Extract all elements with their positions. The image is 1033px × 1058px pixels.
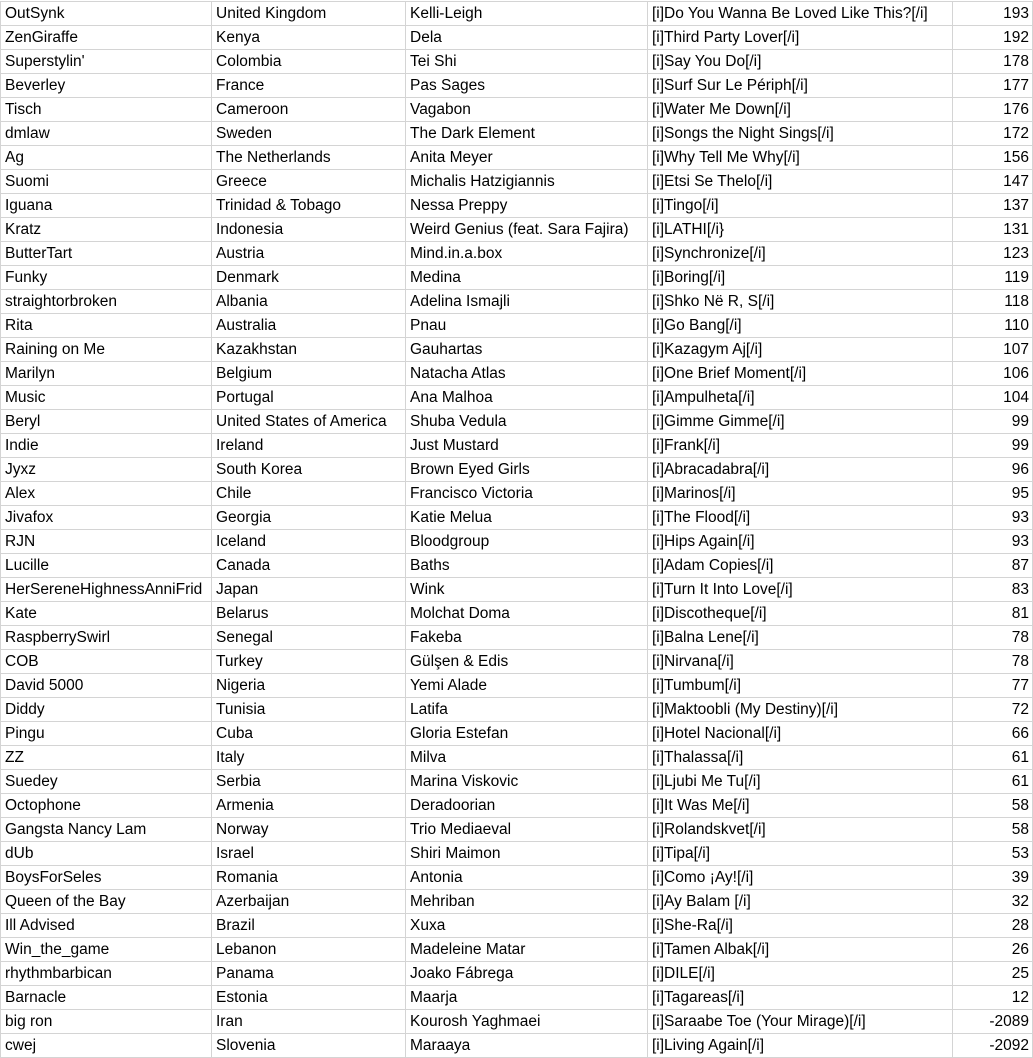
- cell-score[interactable]: 177: [953, 74, 1033, 98]
- cell-artist[interactable]: Ana Malhoa: [406, 386, 648, 410]
- cell-song[interactable]: [i]Hips Again[/i]: [648, 530, 953, 554]
- cell-artist[interactable]: Gauhartas: [406, 338, 648, 362]
- cell-song[interactable]: [i]Tamen Albak[/i]: [648, 938, 953, 962]
- table-row: [1, 602, 1033, 626]
- cell-user[interactable]: cwej: [1, 1034, 212, 1058]
- cell-song[interactable]: [i]Discotheque[/i]: [648, 602, 953, 626]
- cell-artist[interactable]: Anita Meyer: [406, 146, 648, 170]
- cell-artist[interactable]: Adelina Ismajli: [406, 290, 648, 314]
- table-row: [1, 122, 1033, 146]
- cell-country[interactable]: Belgium: [212, 362, 406, 386]
- table-row: [1, 1034, 1033, 1058]
- cell-user[interactable]: Jyxz: [1, 458, 212, 482]
- cell-artist[interactable]: Pas Sages: [406, 74, 648, 98]
- cell-artist[interactable]: Marina Viskovic: [406, 770, 648, 794]
- cell-country[interactable]: Trinidad & Tobago: [212, 194, 406, 218]
- cell-score[interactable]: 107: [953, 338, 1033, 362]
- cell-artist[interactable]: Vagabon: [406, 98, 648, 122]
- cell-country[interactable]: Cuba: [212, 722, 406, 746]
- cell-score[interactable]: 95: [953, 482, 1033, 506]
- cell-user[interactable]: dmlaw: [1, 122, 212, 146]
- cell-user[interactable]: ButterTart: [1, 242, 212, 266]
- cell-user[interactable]: Ag: [1, 146, 212, 170]
- cell-song[interactable]: [i]Tumbum[/i]: [648, 674, 953, 698]
- cell-score[interactable]: 156: [953, 146, 1033, 170]
- cell-country[interactable]: Nigeria: [212, 674, 406, 698]
- cell-score[interactable]: 83: [953, 578, 1033, 602]
- table-row: [1, 890, 1033, 914]
- cell-artist[interactable]: Medina: [406, 266, 648, 290]
- cell-song[interactable]: [i]Saraabe Toe (Your Mirage)[/i]: [648, 1010, 953, 1034]
- cell-user[interactable]: rhythmbarbican: [1, 962, 212, 986]
- cell-song[interactable]: [i]Gimme Gimme[/i]: [648, 410, 953, 434]
- cell-song[interactable]: [i]Hotel Nacional[/i]: [648, 722, 953, 746]
- cell-user[interactable]: HerSereneHighnessAnniFrid: [1, 578, 212, 602]
- cell-score[interactable]: -2092: [953, 1034, 1033, 1058]
- cell-user[interactable]: Gangsta Nancy Lam: [1, 818, 212, 842]
- cell-score[interactable]: 53: [953, 842, 1033, 866]
- cell-artist[interactable]: Katie Melua: [406, 506, 648, 530]
- cell-score[interactable]: 32: [953, 890, 1033, 914]
- cell-user[interactable]: Suomi: [1, 170, 212, 194]
- cell-score[interactable]: 58: [953, 818, 1033, 842]
- spreadsheet-grid: [0, 1, 1033, 1058]
- table-row: [1, 650, 1033, 674]
- cell-user[interactable]: RJN: [1, 530, 212, 554]
- cell-country[interactable]: Armenia: [212, 794, 406, 818]
- table-row: [1, 482, 1033, 506]
- cell-song[interactable]: [i]Como ¡Ay![/i]: [648, 866, 953, 890]
- cell-score[interactable]: 193: [953, 2, 1033, 26]
- cell-user[interactable]: ZZ: [1, 746, 212, 770]
- cell-artist[interactable]: Baths: [406, 554, 648, 578]
- cell-user[interactable]: straightorbroken: [1, 290, 212, 314]
- cell-user[interactable]: Kratz: [1, 218, 212, 242]
- cell-score[interactable]: 123: [953, 242, 1033, 266]
- cell-song[interactable]: [i]Balna Lene[/i]: [648, 626, 953, 650]
- cell-score[interactable]: 61: [953, 746, 1033, 770]
- cell-score[interactable]: 93: [953, 530, 1033, 554]
- cell-score[interactable]: 66: [953, 722, 1033, 746]
- cell-artist[interactable]: Gloria Estefan: [406, 722, 648, 746]
- table-row: [1, 314, 1033, 338]
- cell-country[interactable]: France: [212, 74, 406, 98]
- cell-artist[interactable]: Yemi Alade: [406, 674, 648, 698]
- cell-country[interactable]: Albania: [212, 290, 406, 314]
- cell-user[interactable]: Tisch: [1, 98, 212, 122]
- table-row: [1, 770, 1033, 794]
- cell-artist[interactable]: Bloodgroup: [406, 530, 648, 554]
- cell-user[interactable]: Raining on Me: [1, 338, 212, 362]
- table-row: [1, 842, 1033, 866]
- cell-artist[interactable]: The Dark Element: [406, 122, 648, 146]
- table-row: [1, 722, 1033, 746]
- cell-song[interactable]: [i]Go Bang[/i]: [648, 314, 953, 338]
- cell-user[interactable]: David 5000: [1, 674, 212, 698]
- table-row: [1, 410, 1033, 434]
- table-row: [1, 818, 1033, 842]
- cell-score[interactable]: 99: [953, 434, 1033, 458]
- cell-country[interactable]: Australia: [212, 314, 406, 338]
- cell-user[interactable]: Iguana: [1, 194, 212, 218]
- cell-score[interactable]: 96: [953, 458, 1033, 482]
- cell-artist[interactable]: Joako Fábrega: [406, 962, 648, 986]
- grid-body: [1, 2, 1033, 1058]
- cell-user[interactable]: big ron: [1, 1010, 212, 1034]
- cell-country[interactable]: Turkey: [212, 650, 406, 674]
- table-row: [1, 26, 1033, 50]
- cell-score[interactable]: 147: [953, 170, 1033, 194]
- cell-country[interactable]: Denmark: [212, 266, 406, 290]
- cell-song[interactable]: [i]Boring[/i]: [648, 266, 953, 290]
- table-row: [1, 746, 1033, 770]
- table-row: [1, 170, 1033, 194]
- cell-country[interactable]: United States of America: [212, 410, 406, 434]
- cell-country[interactable]: Ireland: [212, 434, 406, 458]
- table-row: [1, 146, 1033, 170]
- table-row: [1, 74, 1033, 98]
- table-row: [1, 962, 1033, 986]
- cell-artist[interactable]: Trio Mediaeval: [406, 818, 648, 842]
- cell-artist[interactable]: Latifa: [406, 698, 648, 722]
- cell-song[interactable]: [i]Tingo[/i]: [648, 194, 953, 218]
- cell-song[interactable]: [i]The Flood[/i]: [648, 506, 953, 530]
- cell-artist[interactable]: Pnau: [406, 314, 648, 338]
- cell-score[interactable]: 119: [953, 266, 1033, 290]
- cell-score[interactable]: 26: [953, 938, 1033, 962]
- table-row: [1, 674, 1033, 698]
- cell-score[interactable]: 137: [953, 194, 1033, 218]
- table-row: [1, 434, 1033, 458]
- cell-user[interactable]: Rita: [1, 314, 212, 338]
- cell-artist[interactable]: Dela: [406, 26, 648, 50]
- table-row: [1, 218, 1033, 242]
- cell-artist[interactable]: Maraaya: [406, 1034, 648, 1058]
- cell-artist[interactable]: Xuxa: [406, 914, 648, 938]
- cell-score[interactable]: 81: [953, 602, 1033, 626]
- cell-country[interactable]: Serbia: [212, 770, 406, 794]
- table-row: [1, 938, 1033, 962]
- cell-song[interactable]: [i]Water Me Down[/i]: [648, 98, 953, 122]
- table-row: [1, 794, 1033, 818]
- cell-user[interactable]: Barnacle: [1, 986, 212, 1010]
- cell-user[interactable]: Marilyn: [1, 362, 212, 386]
- cell-score[interactable]: 110: [953, 314, 1033, 338]
- cell-song[interactable]: [i]LATHI[/i}: [648, 218, 953, 242]
- cell-artist[interactable]: Molchat Doma: [406, 602, 648, 626]
- cell-song[interactable]: [i]Ampulheta[/i]: [648, 386, 953, 410]
- cell-song[interactable]: [i]Songs the Night Sings[/i]: [648, 122, 953, 146]
- cell-artist[interactable]: Michalis Hatzigiannis: [406, 170, 648, 194]
- cell-score[interactable]: 176: [953, 98, 1033, 122]
- cell-song[interactable]: [i]Nirvana[/i]: [648, 650, 953, 674]
- cell-score[interactable]: 106: [953, 362, 1033, 386]
- cell-artist[interactable]: Gülşen & Edis: [406, 650, 648, 674]
- table-row: [1, 530, 1033, 554]
- cell-country[interactable]: South Korea: [212, 458, 406, 482]
- cell-country[interactable]: Cameroon: [212, 98, 406, 122]
- cell-score[interactable]: 25: [953, 962, 1033, 986]
- cell-song[interactable]: [i]Say You Do[/i]: [648, 50, 953, 74]
- cell-country[interactable]: Tunisia: [212, 698, 406, 722]
- cell-user[interactable]: Funky: [1, 266, 212, 290]
- cell-user[interactable]: Kate: [1, 602, 212, 626]
- cell-song[interactable]: [i]Ljubi Me Tu[/i]: [648, 770, 953, 794]
- cell-score[interactable]: 99: [953, 410, 1033, 434]
- cell-score[interactable]: 12: [953, 986, 1033, 1010]
- cell-score[interactable]: 28: [953, 914, 1033, 938]
- cell-country[interactable]: Iceland: [212, 530, 406, 554]
- table-row: [1, 194, 1033, 218]
- cell-artist[interactable]: Wink: [406, 578, 648, 602]
- cell-song[interactable]: [i]Living Again[/i]: [648, 1034, 953, 1058]
- cell-country[interactable]: Romania: [212, 866, 406, 890]
- cell-score[interactable]: 131: [953, 218, 1033, 242]
- cell-score[interactable]: 178: [953, 50, 1033, 74]
- cell-artist[interactable]: Mind.in.a.box: [406, 242, 648, 266]
- cell-country[interactable]: Greece: [212, 170, 406, 194]
- cell-user[interactable]: BoysForSeles: [1, 866, 212, 890]
- cell-artist[interactable]: Nessa Preppy: [406, 194, 648, 218]
- cell-user[interactable]: Superstylin': [1, 50, 212, 74]
- cell-song[interactable]: [i]Third Party Lover[/i]: [648, 26, 953, 50]
- cell-artist[interactable]: Brown Eyed Girls: [406, 458, 648, 482]
- cell-user[interactable]: Beryl: [1, 410, 212, 434]
- cell-artist[interactable]: Antonia: [406, 866, 648, 890]
- cell-score[interactable]: 93: [953, 506, 1033, 530]
- cell-artist[interactable]: Natacha Atlas: [406, 362, 648, 386]
- cell-score[interactable]: 39: [953, 866, 1033, 890]
- cell-score[interactable]: 77: [953, 674, 1033, 698]
- cell-artist[interactable]: Milva: [406, 746, 648, 770]
- cell-score[interactable]: -2089: [953, 1010, 1033, 1034]
- cell-score[interactable]: 61: [953, 770, 1033, 794]
- cell-user[interactable]: COB: [1, 650, 212, 674]
- cell-song[interactable]: [i]Tagareas[/i]: [648, 986, 953, 1010]
- cell-song[interactable]: [i]Etsi Se Thelo[/i]: [648, 170, 953, 194]
- cell-country[interactable]: Indonesia: [212, 218, 406, 242]
- cell-song[interactable]: [i]Marinos[/i]: [648, 482, 953, 506]
- cell-user[interactable]: Jivafox: [1, 506, 212, 530]
- cell-country[interactable]: Norway: [212, 818, 406, 842]
- cell-artist[interactable]: Mehriban: [406, 890, 648, 914]
- cell-user[interactable]: Pingu: [1, 722, 212, 746]
- cell-user[interactable]: Octophone: [1, 794, 212, 818]
- table-row: [1, 266, 1033, 290]
- cell-country[interactable]: Israel: [212, 842, 406, 866]
- cell-artist[interactable]: Tei Shi: [406, 50, 648, 74]
- table-row: [1, 338, 1033, 362]
- cell-country[interactable]: Sweden: [212, 122, 406, 146]
- cell-song[interactable]: [i]Frank[/i]: [648, 434, 953, 458]
- cell-country[interactable]: Panama: [212, 962, 406, 986]
- cell-score[interactable]: 104: [953, 386, 1033, 410]
- table-row: [1, 386, 1033, 410]
- cell-song[interactable]: [i]Shko Në R, S[/i]: [648, 290, 953, 314]
- cell-score[interactable]: 192: [953, 26, 1033, 50]
- cell-score[interactable]: 58: [953, 794, 1033, 818]
- cell-user[interactable]: Indie: [1, 434, 212, 458]
- cell-user[interactable]: Diddy: [1, 698, 212, 722]
- cell-score[interactable]: 78: [953, 626, 1033, 650]
- cell-country[interactable]: Lebanon: [212, 938, 406, 962]
- cell-country[interactable]: Senegal: [212, 626, 406, 650]
- cell-country[interactable]: Slovenia: [212, 1034, 406, 1058]
- table-row: [1, 554, 1033, 578]
- table-row: [1, 986, 1033, 1010]
- table-row: [1, 506, 1033, 530]
- cell-score[interactable]: 118: [953, 290, 1033, 314]
- table-row: [1, 698, 1033, 722]
- cell-country[interactable]: Iran: [212, 1010, 406, 1034]
- cell-user[interactable]: Lucille: [1, 554, 212, 578]
- cell-score[interactable]: 172: [953, 122, 1033, 146]
- cell-user[interactable]: Queen of the Bay: [1, 890, 212, 914]
- cell-song[interactable]: [i]Synchronize[/i]: [648, 242, 953, 266]
- table-row: [1, 290, 1033, 314]
- cell-country[interactable]: Brazil: [212, 914, 406, 938]
- cell-song[interactable]: [i]Tipa[/i]: [648, 842, 953, 866]
- cell-user[interactable]: OutSynk: [1, 2, 212, 26]
- cell-song[interactable]: [i]Thalassa[/i]: [648, 746, 953, 770]
- cell-country[interactable]: Portugal: [212, 386, 406, 410]
- table-row: [1, 914, 1033, 938]
- cell-country[interactable]: The Netherlands: [212, 146, 406, 170]
- cell-country[interactable]: Austria: [212, 242, 406, 266]
- cell-song[interactable]: [i]Why Tell Me Why[/i]: [648, 146, 953, 170]
- cell-country[interactable]: Canada: [212, 554, 406, 578]
- cell-user[interactable]: Alex: [1, 482, 212, 506]
- cell-artist[interactable]: Kourosh Yaghmaei: [406, 1010, 648, 1034]
- cell-score[interactable]: 78: [953, 650, 1033, 674]
- cell-song[interactable]: [i]One Brief Moment[/i]: [648, 362, 953, 386]
- table-row: [1, 2, 1033, 26]
- cell-score[interactable]: 72: [953, 698, 1033, 722]
- cell-user[interactable]: Suedey: [1, 770, 212, 794]
- cell-country[interactable]: Kenya: [212, 26, 406, 50]
- table-row: [1, 578, 1033, 602]
- cell-artist[interactable]: Just Mustard: [406, 434, 648, 458]
- table-row: [1, 458, 1033, 482]
- cell-country[interactable]: Georgia: [212, 506, 406, 530]
- cell-country[interactable]: Japan: [212, 578, 406, 602]
- cell-user[interactable]: Win_the_game: [1, 938, 212, 962]
- cell-country[interactable]: Azerbaijan: [212, 890, 406, 914]
- cell-user[interactable]: Beverley: [1, 74, 212, 98]
- cell-country[interactable]: Estonia: [212, 986, 406, 1010]
- table-row: [1, 98, 1033, 122]
- cell-user[interactable]: Music: [1, 386, 212, 410]
- cell-song[interactable]: [i]Ay Balam [/i]: [648, 890, 953, 914]
- cell-song[interactable]: [i]Abracadabra[/i]: [648, 458, 953, 482]
- cell-user[interactable]: RaspberrySwirl: [1, 626, 212, 650]
- cell-artist[interactable]: Deradoorian: [406, 794, 648, 818]
- cell-song[interactable]: [i]Adam Copies[/i]: [648, 554, 953, 578]
- cell-song[interactable]: [i]Rolandskvet[/i]: [648, 818, 953, 842]
- table-row: [1, 1010, 1033, 1034]
- cell-country[interactable]: Belarus: [212, 602, 406, 626]
- table-row: [1, 626, 1033, 650]
- cell-country[interactable]: Colombia: [212, 50, 406, 74]
- table-row: [1, 242, 1033, 266]
- cell-artist[interactable]: Kelli-Leigh: [406, 2, 648, 26]
- cell-artist[interactable]: Madeleine Matar: [406, 938, 648, 962]
- table-row: [1, 50, 1033, 74]
- cell-artist[interactable]: Fakeba: [406, 626, 648, 650]
- cell-song[interactable]: [i]Maktoobli (My Destiny)[/i]: [648, 698, 953, 722]
- table-row: [1, 362, 1033, 386]
- cell-artist[interactable]: Maarja: [406, 986, 648, 1010]
- cell-country[interactable]: United Kingdom: [212, 2, 406, 26]
- cell-song[interactable]: [i]Do You Wanna Be Loved Like This?[/i]: [648, 2, 953, 26]
- cell-song[interactable]: [i]Kazagym Aj[/i]: [648, 338, 953, 362]
- cell-artist[interactable]: Shiri Maimon: [406, 842, 648, 866]
- cell-user[interactable]: ZenGiraffe: [1, 26, 212, 50]
- cell-song[interactable]: [i]Turn It Into Love[/i]: [648, 578, 953, 602]
- cell-song[interactable]: [i]DILE[/i]: [648, 962, 953, 986]
- cell-artist[interactable]: Weird Genius (feat. Sara Fajira): [406, 218, 648, 242]
- cell-user[interactable]: Ill Advised: [1, 914, 212, 938]
- cell-song[interactable]: [i]She-Ra[/i]: [648, 914, 953, 938]
- cell-song[interactable]: [i]Surf Sur Le Périph[/i]: [648, 74, 953, 98]
- cell-country[interactable]: Kazakhstan: [212, 338, 406, 362]
- cell-artist[interactable]: Francisco Victoria: [406, 482, 648, 506]
- cell-song[interactable]: [i]It Was Me[/i]: [648, 794, 953, 818]
- cell-score[interactable]: 87: [953, 554, 1033, 578]
- cell-country[interactable]: Italy: [212, 746, 406, 770]
- cell-country[interactable]: Chile: [212, 482, 406, 506]
- cell-artist[interactable]: Shuba Vedula: [406, 410, 648, 434]
- table-row: [1, 866, 1033, 890]
- cell-user[interactable]: dUb: [1, 842, 212, 866]
